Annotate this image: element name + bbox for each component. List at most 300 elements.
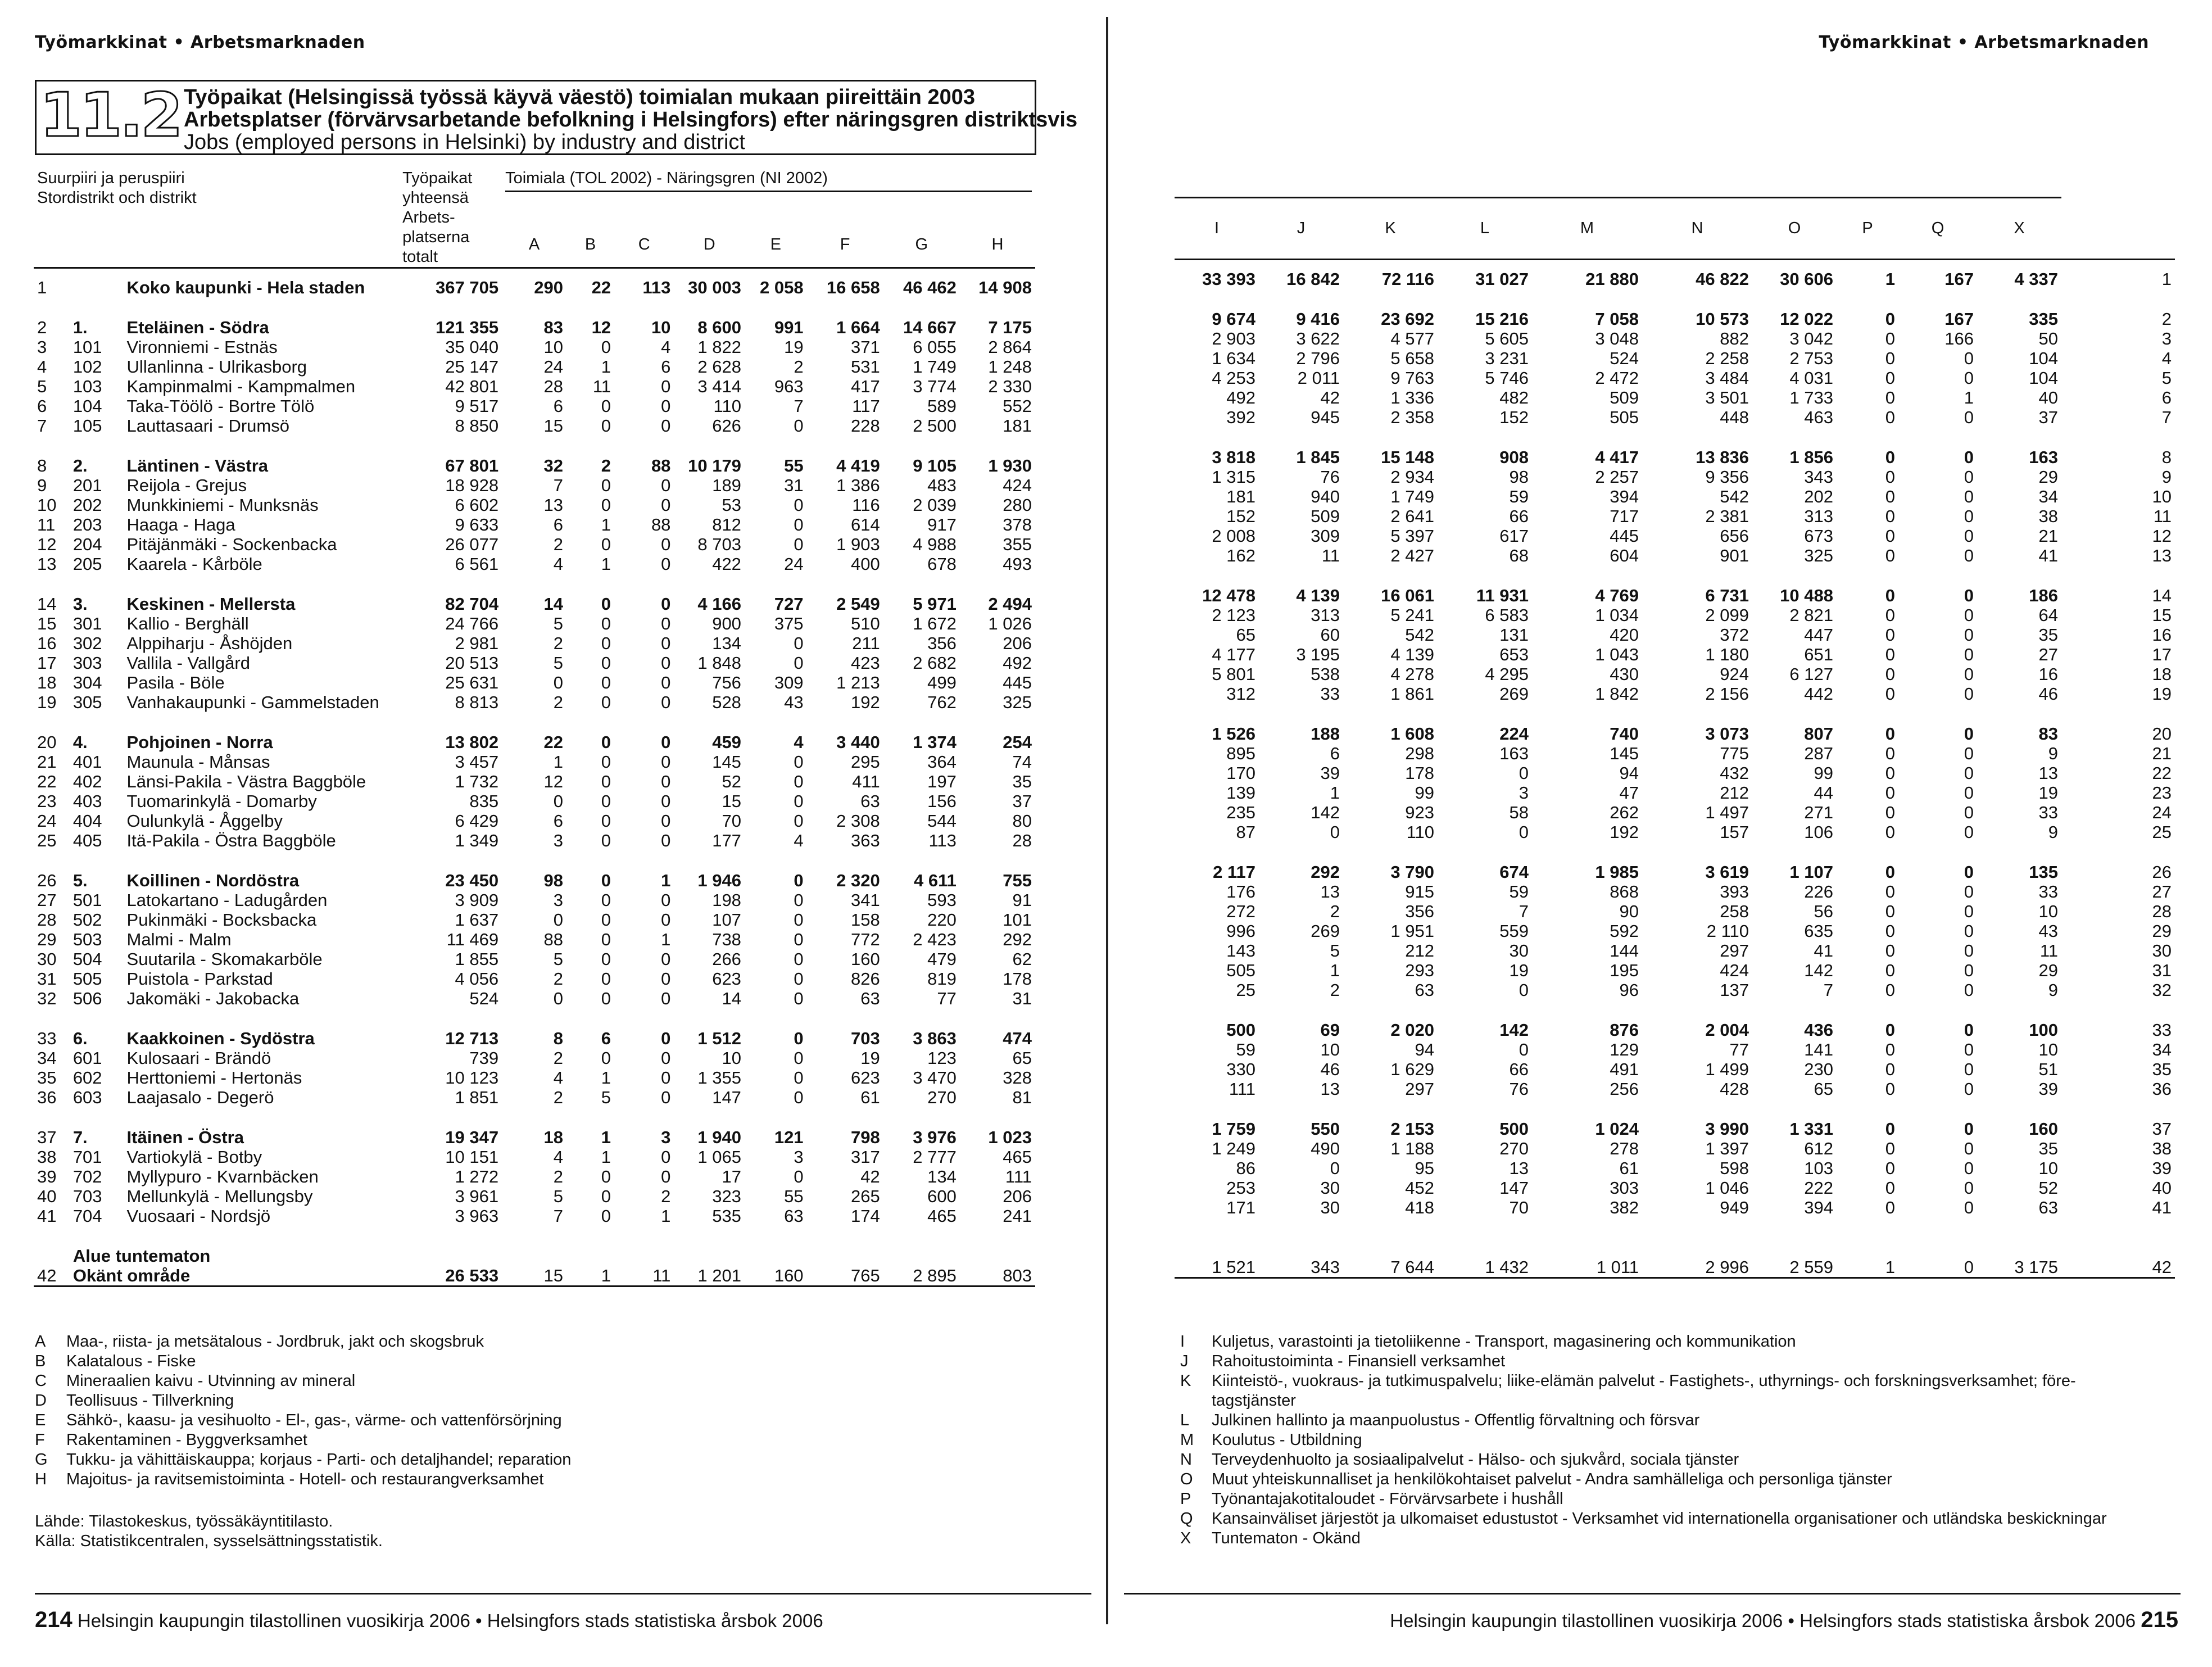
footnote-row: [1180, 1509, 2147, 1529]
row-number-right: 37: [2152, 1119, 2172, 1139]
cell-G: 2 039: [913, 495, 957, 515]
total-cell: 25 631: [445, 673, 499, 692]
table-row: [34, 377, 1035, 396]
cell-A: 5: [553, 949, 563, 969]
cell-K: 5 658: [1390, 348, 1434, 368]
cell-Q: 0: [1964, 1119, 1974, 1139]
row-number-right: 16: [2152, 625, 2172, 645]
cell-X: 33: [2038, 803, 2058, 822]
cell-L: 3 231: [1485, 348, 1529, 368]
cell-H: 62: [1012, 949, 1032, 969]
cell-K: 15 148: [1381, 447, 1434, 467]
cell-J: 46: [1320, 1059, 1340, 1079]
cell-N: 297: [1720, 941, 1749, 961]
cell-M: 1 011: [1596, 1257, 1639, 1277]
cell-M: 129: [1610, 1040, 1639, 1059]
footnote-letter: P: [1180, 1490, 1191, 1508]
row-number: 38: [37, 1147, 57, 1167]
cell-H: 101: [1003, 910, 1032, 930]
table-row: [34, 396, 1035, 416]
cell-F: 765: [850, 1266, 880, 1285]
cell-C: 0: [661, 495, 671, 515]
cell-N: 1 046: [1705, 1178, 1749, 1198]
cell-H: 65: [1012, 1048, 1032, 1068]
cell-C: 3: [661, 1127, 671, 1147]
cell-Q: 0: [1964, 1020, 1974, 1040]
row-number: 26: [37, 871, 57, 890]
cell-C: 0: [661, 554, 671, 574]
cell-E: 0: [794, 969, 804, 989]
cell-A: 7: [553, 1206, 563, 1226]
footnote-letter: B: [35, 1352, 46, 1370]
cell-A: 0: [553, 989, 563, 1008]
cell-K: 110: [1406, 822, 1434, 842]
cell-L: 7: [1519, 902, 1529, 921]
table-row: [34, 337, 1035, 357]
district-header: [34, 169, 399, 222]
cell-D: 15: [722, 791, 741, 811]
table-row: [1175, 1139, 2175, 1158]
district-name: Länsi-Pakila - Västra Baggböle: [126, 772, 366, 791]
cell-B: 0: [601, 1048, 611, 1068]
cell-J: 5: [1330, 941, 1340, 961]
cell-E: 0: [794, 1029, 804, 1048]
cell-I: 2 123: [1212, 605, 1255, 625]
cell-J: 490: [1311, 1139, 1340, 1158]
cell-N: 901: [1720, 546, 1749, 565]
total-cell: 10 151: [445, 1147, 499, 1167]
cell-X: 50: [2038, 329, 2058, 348]
cell-O: 2 753: [1789, 348, 1833, 368]
total-cell: 11 469: [446, 930, 499, 949]
cell-D: 8 600: [697, 318, 741, 337]
footnote-row: [35, 1352, 878, 1371]
cell-O: 313: [1804, 506, 1833, 526]
cell-F: 423: [850, 653, 880, 673]
spacer-row: [1175, 1000, 2175, 1020]
total-cell: 3 963: [455, 1206, 499, 1226]
cell-Q: 0: [1964, 526, 1974, 546]
row-number-right: 35: [2152, 1059, 2172, 1079]
cell-M: 717: [1610, 506, 1639, 526]
cell-I: 1 759: [1212, 1119, 1255, 1139]
row-number: 28: [37, 910, 57, 930]
spacer-row: [1175, 289, 2175, 309]
cell-N: 258: [1720, 902, 1749, 921]
cell-X: 43: [2038, 921, 2058, 941]
cell-G: 5 971: [913, 594, 957, 614]
cell-K: 915: [1405, 882, 1434, 902]
district-header-sv: Stordistrikt och distrikt: [37, 189, 197, 207]
table-row: [34, 1127, 1035, 1147]
cell-L: 0: [1519, 822, 1529, 842]
table-row: [34, 1186, 1035, 1206]
district-code: 302: [72, 633, 102, 653]
cell-J: 509: [1311, 506, 1340, 526]
footnote-letter: Q: [1180, 1510, 1193, 1528]
table-row: [1175, 368, 2175, 388]
cell-D: 812: [712, 515, 741, 534]
cell-F: 417: [850, 377, 880, 396]
district-code: 102: [72, 357, 102, 377]
cell-E: 0: [794, 752, 804, 772]
cell-A: 83: [543, 318, 563, 337]
cell-L: 59: [1509, 487, 1529, 506]
row-number-right: 15: [2152, 605, 2172, 625]
cell-N: 1 499: [1705, 1059, 1749, 1079]
cell-J: 292: [1311, 862, 1340, 882]
district-code: 704: [72, 1206, 102, 1226]
cell-A: 15: [543, 1266, 563, 1285]
cell-F: 510: [850, 614, 880, 633]
cell-G: 6 055: [913, 337, 957, 357]
total-cell: 1 272: [455, 1167, 499, 1186]
cell-X: 160: [2029, 1119, 2058, 1139]
table-row: [34, 1088, 1035, 1107]
cell-J: 1: [1330, 783, 1340, 803]
cell-X: 39: [2038, 1079, 2058, 1099]
cell-B: 0: [601, 633, 611, 653]
table-row: [34, 278, 1035, 297]
table-row: [34, 318, 1035, 337]
cell-P: 0: [1885, 1178, 1895, 1198]
row-number-right: 28: [2152, 902, 2172, 921]
district-code: 502: [72, 910, 102, 930]
table-row: [1175, 467, 2175, 487]
total-cell: 67 801: [445, 456, 499, 475]
cell-D: 323: [712, 1186, 741, 1206]
cell-I: 272: [1226, 902, 1255, 921]
table-row: [34, 594, 1035, 614]
row-number: 18: [37, 673, 57, 692]
cell-O: 41: [1814, 941, 1833, 961]
cell-G: 220: [927, 910, 957, 930]
table-row: [1175, 487, 2175, 506]
cell-J: 940: [1311, 487, 1340, 506]
cell-X: 27: [2038, 645, 2058, 664]
cell-P: 0: [1885, 744, 1895, 763]
cell-M: 524: [1610, 348, 1639, 368]
cell-X: 100: [2029, 1020, 2058, 1040]
footnote-letter: L: [1180, 1411, 1190, 1429]
district-name: Oulunkylä - Åggelby: [126, 811, 283, 831]
row-number: 5: [37, 377, 47, 396]
footnote-row: [1180, 1352, 2147, 1371]
cell-E: 63: [784, 1206, 804, 1226]
cell-I: 25: [1236, 980, 1255, 1000]
cell-M: 21 880: [1585, 269, 1639, 289]
cell-A: 13: [543, 495, 563, 515]
cell-K: 1 951: [1390, 921, 1434, 941]
cell-L: 11 931: [1476, 586, 1529, 605]
cell-E: 963: [774, 377, 804, 396]
cell-C: 2: [661, 1186, 671, 1206]
cell-Q: 0: [1964, 921, 1974, 941]
cell-P: 0: [1885, 902, 1895, 921]
table-row: [1175, 605, 2175, 625]
row-number-right: 22: [2152, 763, 2172, 783]
cell-K: 1 188: [1390, 1139, 1434, 1158]
cell-X: 64: [2038, 605, 2058, 625]
cell-J: 188: [1311, 724, 1340, 744]
district-name: Ullanlinna - Ulrikasborg: [126, 357, 307, 377]
cell-L: 147: [1499, 1178, 1529, 1198]
district-name: Maunula - Månsas: [126, 752, 270, 772]
cell-O: 394: [1804, 1198, 1833, 1217]
cell-L: 68: [1509, 546, 1529, 565]
cell-G: 819: [927, 969, 957, 989]
row-number: 30: [37, 949, 57, 969]
cell-J: 2: [1330, 902, 1340, 921]
cell-D: 70: [722, 811, 741, 831]
cell-D: 110: [713, 396, 741, 416]
cell-I: 2 008: [1212, 526, 1255, 546]
cell-B: 1: [601, 1068, 611, 1088]
cell-X: 38: [2038, 506, 2058, 526]
cell-K: 542: [1405, 625, 1434, 645]
cell-D: 1 940: [697, 1127, 741, 1147]
cell-E: 31: [784, 475, 804, 495]
cell-C: 0: [661, 1068, 671, 1088]
cell-C: 11: [652, 1266, 671, 1285]
row-number: 1: [37, 278, 47, 297]
table-row: [34, 1206, 1035, 1226]
col-header-I: I: [1214, 219, 1220, 237]
cell-G: 9 105: [913, 456, 957, 475]
cell-H: 378: [1003, 515, 1032, 534]
cell-X: 34: [2038, 487, 2058, 506]
cell-C: 1: [661, 871, 671, 890]
row-number-right: 2: [2161, 309, 2172, 329]
cell-O: 7: [1823, 980, 1833, 1000]
cell-L: 3: [1519, 783, 1529, 803]
district-code: 703: [72, 1186, 102, 1206]
total-cell: 1 851: [455, 1088, 499, 1107]
cell-B: 0: [601, 811, 611, 831]
cell-H: 31: [1012, 989, 1032, 1008]
cell-X: 40: [2038, 388, 2058, 407]
cell-A: 10: [543, 337, 563, 357]
cell-M: 145: [1610, 744, 1639, 763]
total-cell: 12 713: [445, 1029, 499, 1048]
cell-G: 589: [927, 396, 957, 416]
cell-I: 996: [1226, 921, 1255, 941]
cell-O: 99: [1814, 763, 1833, 783]
row-number-right: 39: [2152, 1158, 2172, 1178]
cell-D: 145: [712, 752, 741, 772]
cell-F: 317: [850, 1147, 880, 1167]
cell-I: 87: [1236, 822, 1255, 842]
footnote-text: Kansainväliset järjestöt ja ulkomaiset edustustot - Verksamhet vid internationella organisationer och utländska beskickningar: [1212, 1510, 2107, 1528]
total-cell: 367 705: [436, 278, 499, 297]
page-number-left: 214: [35, 1607, 72, 1632]
district-code: 402: [72, 772, 102, 791]
table-row: [1175, 882, 2175, 902]
cell-E: 0: [794, 910, 804, 930]
cell-O: 271: [1804, 803, 1833, 822]
cell-J: 0: [1330, 1158, 1340, 1178]
district-name: Jakomäki - Jakobacka: [126, 989, 300, 1008]
row-number: 33: [37, 1029, 57, 1048]
cell-D: 900: [712, 614, 741, 633]
cell-M: 505: [1610, 407, 1639, 427]
table-row: [34, 752, 1035, 772]
cell-F: 63: [860, 989, 880, 1008]
footer-right: [1390, 1607, 2178, 1633]
table-row: [34, 614, 1035, 633]
table-row: [1175, 941, 2175, 961]
cell-Q: 0: [1964, 625, 1974, 645]
row-number: 9: [37, 475, 47, 495]
cell-L: 6 583: [1485, 605, 1529, 625]
cell-F: 265: [850, 1186, 880, 1206]
table-row: [1175, 1178, 2175, 1198]
total-cell: 19 347: [445, 1127, 499, 1147]
cell-K: 212: [1405, 941, 1434, 961]
cell-J: 3 195: [1296, 645, 1340, 664]
table-row: [1175, 1079, 2175, 1099]
row-number-right: 20: [2152, 724, 2172, 744]
cell-N: 598: [1720, 1158, 1749, 1178]
table-row: [1175, 1059, 2175, 1079]
cell-H: 1 248: [988, 357, 1032, 377]
cell-A: 4: [553, 1147, 563, 1167]
cell-D: 189: [712, 475, 741, 495]
footnote-letter: A: [35, 1333, 46, 1351]
cell-N: 424: [1720, 961, 1749, 980]
row-number: 29: [37, 930, 57, 949]
cell-Q: 0: [1964, 1139, 1974, 1158]
cell-G: 3 774: [913, 377, 957, 396]
district-name: Itäinen - Östra: [126, 1127, 244, 1147]
cell-H: 241: [1003, 1206, 1032, 1226]
cell-E: 24: [784, 554, 804, 574]
cell-E: 0: [794, 1068, 804, 1088]
cell-K: 9 763: [1390, 368, 1434, 388]
table-row: [34, 653, 1035, 673]
cell-O: 226: [1804, 882, 1833, 902]
cell-B: 1: [601, 515, 611, 534]
cell-O: 463: [1804, 407, 1833, 427]
cell-A: 15: [543, 416, 563, 436]
cell-L: 58: [1509, 803, 1529, 822]
cell-D: 10: [722, 1048, 741, 1068]
district-code: 105: [72, 416, 102, 436]
cell-N: 77: [1729, 1040, 1749, 1059]
cell-F: 614: [850, 515, 880, 534]
cell-C: 0: [661, 969, 671, 989]
cell-E: 991: [774, 318, 804, 337]
cell-A: 12: [543, 772, 563, 791]
footnote-row: [35, 1470, 878, 1489]
cell-A: 18: [543, 1127, 563, 1147]
title-swedish: Arbetsplatser (förvärvsarbetande befolkning i Helsingfors) efter näringsgren distriktsvis: [184, 108, 1078, 132]
cell-G: 2 895: [913, 1266, 957, 1285]
cell-K: 418: [1405, 1198, 1434, 1217]
row-number: 35: [37, 1068, 57, 1088]
cell-N: 432: [1720, 763, 1749, 783]
cell-N: 3 619: [1705, 862, 1749, 882]
cell-K: 4 139: [1390, 645, 1434, 664]
footnote-text: Rakentaminen - Byggverksamhet: [66, 1431, 307, 1449]
cell-O: 142: [1804, 961, 1833, 980]
row-number-right: 32: [2152, 980, 2172, 1000]
cell-L: 5 746: [1485, 368, 1529, 388]
cell-D: 459: [712, 732, 741, 752]
cell-O: 1 856: [1789, 447, 1833, 467]
district-name: Pasila - Böle: [126, 673, 225, 692]
cell-E: 3: [794, 1147, 804, 1167]
cell-B: 0: [601, 1186, 611, 1206]
spacer-row: [34, 712, 1035, 732]
cell-J: 269: [1311, 921, 1340, 941]
cell-G: 364: [927, 752, 957, 772]
cell-X: 104: [2029, 368, 2058, 388]
col-header-H: H: [991, 235, 1004, 253]
table-row: [1175, 329, 2175, 348]
row-number-right: 29: [2152, 921, 2172, 941]
cell-D: 198: [712, 890, 741, 910]
table-row: [1175, 1040, 2175, 1059]
table-row: [1175, 1020, 2175, 1040]
cell-X: 46: [2038, 684, 2058, 704]
cell-X: 33: [2038, 882, 2058, 902]
cell-Q: 0: [1964, 447, 1974, 467]
row-number: 27: [37, 890, 57, 910]
col-header-K: K: [1385, 219, 1396, 237]
cell-E: 0: [794, 416, 804, 436]
total-cell: 25 147: [445, 357, 499, 377]
cell-N: 46 822: [1696, 269, 1749, 289]
footnote-letter: [1180, 1391, 1212, 1411]
cell-C: 0: [661, 949, 671, 969]
cell-H: 7 175: [988, 318, 1032, 337]
cell-G: 483: [927, 475, 957, 495]
cell-K: 297: [1405, 1079, 1434, 1099]
cell-G: 156: [927, 791, 957, 811]
cell-N: 3 484: [1705, 368, 1749, 388]
cell-B: 0: [601, 534, 611, 554]
cell-F: 63: [860, 791, 880, 811]
table-row: [1175, 526, 2175, 546]
cell-M: 1 024: [1595, 1119, 1639, 1139]
total-cell: 121 355: [436, 318, 499, 337]
district-code: 303: [72, 653, 102, 673]
row-number: 39: [37, 1167, 57, 1186]
col-header-F: F: [840, 235, 850, 253]
cell-P: 0: [1885, 1198, 1895, 1217]
cell-A: 6: [553, 811, 563, 831]
cell-I: 235: [1226, 803, 1255, 822]
cell-J: 2: [1330, 980, 1340, 1000]
table-row: [1175, 783, 2175, 803]
district-name: Vuosaari - Nordsjö: [126, 1206, 271, 1226]
spacer-row: [1175, 704, 2175, 724]
cell-H: 474: [1003, 1029, 1032, 1048]
table-row: [1175, 586, 2175, 605]
cell-H: 465: [1003, 1147, 1032, 1167]
data-table-right: [1175, 169, 2175, 1281]
cell-C: 0: [661, 614, 671, 633]
table-row: [1175, 1198, 2175, 1217]
total-cell: 26 077: [445, 534, 499, 554]
cell-A: 5: [553, 1186, 563, 1206]
cell-N: 2 110: [1706, 921, 1749, 941]
cell-X: 9: [2048, 822, 2058, 842]
table-row: [34, 1167, 1035, 1186]
cell-F: 228: [850, 416, 880, 436]
cell-I: 505: [1226, 961, 1255, 980]
